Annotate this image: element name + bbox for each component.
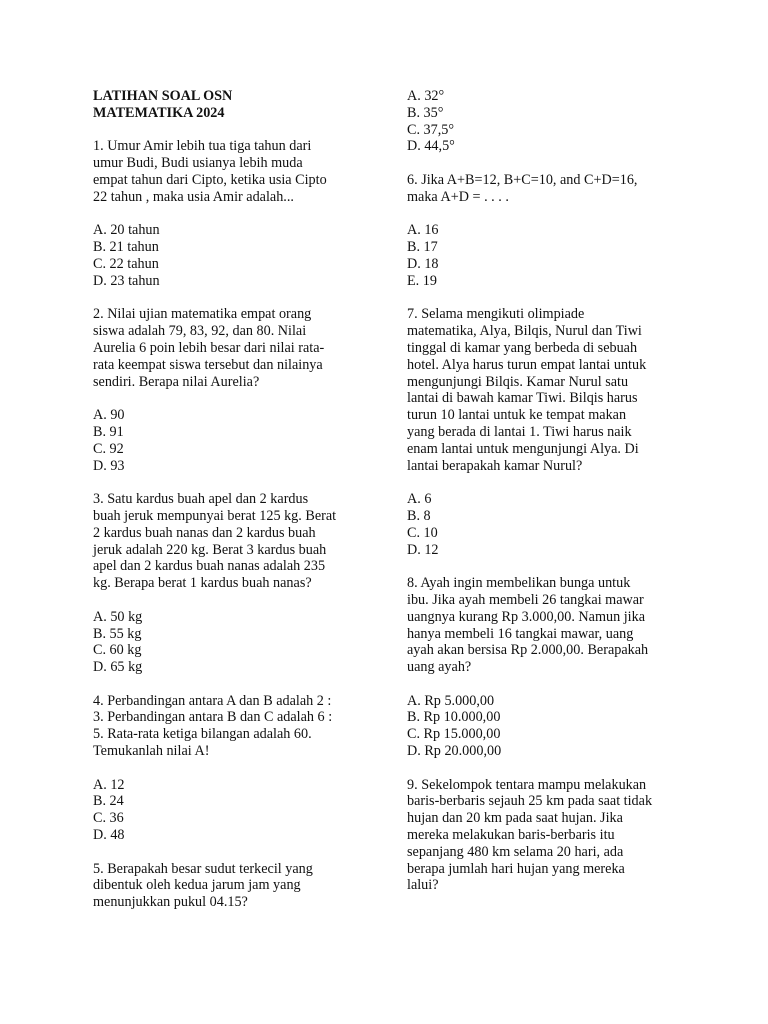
question-line: 5. Berapakah besar sudut terkecil yang <box>93 860 313 877</box>
answer-option: D. 12 <box>407 541 439 558</box>
question-text <box>93 138 378 205</box>
question-line: tinggal di kamar yang berbeda di sebuah <box>407 339 638 356</box>
document-title-line-2: MATEMATIKA 2024 <box>93 104 225 121</box>
answer-option: D. 44,5° <box>407 138 455 155</box>
question-line: umur Budi, Budi usianya lebih muda <box>93 155 303 172</box>
spacer <box>407 474 697 491</box>
answer-option: D. 65 kg <box>93 659 143 676</box>
spacer <box>93 290 378 307</box>
question-line: mengunjungi Bilqis. Kamar Nurul satu <box>407 373 629 390</box>
answer-option: C. 10 <box>407 524 438 541</box>
answer-option: A. 12 <box>93 776 125 793</box>
answer-option: D. 93 <box>93 457 125 474</box>
answer-option: B. Rp 10.000,00 <box>407 709 501 726</box>
answer-option: D. 18 <box>407 255 439 272</box>
answer-option: C. 36 <box>93 810 124 827</box>
answer-option: D. Rp 20.000,00 <box>407 743 502 760</box>
answer-option: A. 6 <box>407 491 432 508</box>
document-title-line-1: LATIHAN SOAL OSN <box>93 88 233 104</box>
answer-option: A. 90 <box>93 407 125 424</box>
question-line: 22 tahun , maka usia Amir adalah... <box>93 188 294 205</box>
question-line: 2. Nilai ujian matematika empat orang <box>93 306 312 323</box>
spacer <box>93 206 378 223</box>
answer-option: D. 48 <box>93 827 125 844</box>
question-line: hanya membeli 16 tangkai mawar, uang <box>407 625 634 642</box>
question-line: apel dan 2 kardus buah nanas adalah 235 <box>93 558 326 575</box>
answer-option: B. 91 <box>93 423 124 440</box>
answer-option: B. 55 kg <box>93 625 142 642</box>
question-line: berapa jumlah hari hujan yang mereka <box>407 860 625 877</box>
question-line: ibu. Jika ayah membeli 26 tangkai mawar <box>407 591 644 608</box>
answer-options <box>407 693 697 760</box>
spacer <box>93 474 378 491</box>
question-line: maka A+D = . . . . <box>407 188 509 205</box>
spacer <box>407 676 697 693</box>
question-line: Aurelia 6 poin lebih besar dari nilai rata- <box>93 339 325 356</box>
answer-options <box>407 222 697 289</box>
question-line: matematika, Alya, Bilqis, Nurul dan Tiwi <box>407 323 642 340</box>
question-line: dibentuk oleh kedua jarum jam yang <box>93 877 301 894</box>
spacer <box>407 206 697 223</box>
answer-option: A. Rp 5.000,00 <box>407 692 495 709</box>
question-line: hotel. Alya harus turun empat lantai untuk <box>407 356 647 373</box>
spacer <box>407 155 697 172</box>
answer-options <box>407 491 697 558</box>
question-text <box>93 693 378 760</box>
left-question-blocks <box>93 138 378 911</box>
question-line: ayah akan bersisa Rp 2.000,00. Berapakah <box>407 642 649 659</box>
right-question-blocks <box>407 88 697 894</box>
question-line: 8. Ayah ingin membelikan bunga untuk <box>407 575 631 592</box>
answer-option: B. 17 <box>407 239 438 256</box>
question-line: 3. Satu kardus buah apel dan 2 kardus <box>93 491 309 508</box>
answer-option: A. 20 tahun <box>93 222 160 239</box>
answer-option: B. 35° <box>407 104 444 121</box>
question-line: siswa adalah 79, 83, 92, dan 80. Nilai <box>93 323 307 340</box>
spacer <box>407 760 697 777</box>
spacer <box>93 676 378 693</box>
answer-option: A. 32° <box>407 88 445 104</box>
question-line: 2 kardus buah nanas dan 2 kardus buah <box>93 524 316 541</box>
question-line: uang ayah? <box>407 659 472 676</box>
question-line: menunjukkan pukul 04.15? <box>93 894 248 911</box>
question-line: sepanjang 480 km selama 20 hari, ada <box>407 843 624 860</box>
question-line: yang berada di lantai 1. Tiwi harus naik <box>407 423 632 440</box>
question-line: 9. Sekelompok tentara mampu melakukan <box>407 776 647 793</box>
question-line: sendiri. Berapa nilai Aurelia? <box>93 373 260 390</box>
question-line: enam lantai untuk mengunjungi Alya. Di <box>407 440 639 457</box>
question-text <box>93 861 378 911</box>
answer-options <box>93 777 378 844</box>
answer-option: E. 19 <box>407 272 437 289</box>
question-line: 7. Selama mengikuti olimpiade <box>407 306 585 323</box>
question-line: hujan dan 20 km pada saat hujan. Jika <box>407 810 623 827</box>
spacer <box>93 390 378 407</box>
answer-option: B. 24 <box>93 793 124 810</box>
question-line: 5. Rata-rata ketiga bilangan adalah 60. <box>93 726 312 743</box>
question-line: rata keempat siswa tersebut dan nilainya <box>93 356 323 373</box>
question-line: turun 10 lantai untuk ke tempat makan <box>407 407 627 424</box>
question-line: mereka melakukan baris-berbaris itu <box>407 827 615 844</box>
question-line: lantai berapakah kamar Nurul? <box>407 457 583 474</box>
answer-option: C. 92 <box>93 440 124 457</box>
spacer <box>93 122 378 139</box>
answer-option: C. Rp 15.000,00 <box>407 726 501 743</box>
answer-option: A. 16 <box>407 222 439 239</box>
answer-options <box>93 609 378 676</box>
spacer <box>407 558 697 575</box>
question-text <box>407 777 697 895</box>
question-text <box>407 575 697 676</box>
right-column <box>407 88 697 894</box>
question-line: kg. Berapa berat 1 kardus buah nanas? <box>93 575 312 592</box>
question-line: Temukanlah nilai A! <box>93 743 210 760</box>
question-line: buah jeruk mempunyai berat 125 kg. Berat <box>93 507 337 524</box>
question-line: 1. Umur Amir lebih tua tiga tahun dari <box>93 138 312 155</box>
spacer <box>93 844 378 861</box>
question-text <box>407 172 697 206</box>
answer-option: D. 23 tahun <box>93 272 160 289</box>
answer-option: C. 22 tahun <box>93 255 159 272</box>
answer-option: A. 50 kg <box>93 608 143 625</box>
question-text <box>407 306 697 474</box>
question-line: 4. Perbandingan antara A dan B adalah 2 : <box>93 692 332 709</box>
spacer <box>93 760 378 777</box>
question-line: uangnya kurang Rp 3.000,00. Namun jika <box>407 608 645 625</box>
answer-option: C. 37,5° <box>407 121 455 138</box>
question-text <box>93 306 378 390</box>
question-line: baris-berbaris sejauh 25 km pada saat tidak <box>407 793 653 810</box>
spacer <box>407 290 697 307</box>
answer-options <box>93 222 378 289</box>
question-line: 3. Perbandingan antara B dan C adalah 6 : <box>93 709 333 726</box>
answer-option: C. 60 kg <box>93 642 142 659</box>
answer-options <box>407 88 697 155</box>
answer-option: B. 8 <box>407 507 431 524</box>
question-line: jeruk adalah 220 kg. Berat 3 kardus buah <box>93 541 327 558</box>
question-line: 6. Jika A+B=12, B+C=10, and C+D=16, <box>407 171 638 188</box>
question-line: lantai di bawah kamar Tiwi. Bilqis harus <box>407 390 638 407</box>
question-text <box>93 491 378 592</box>
spacer <box>93 592 378 609</box>
left-column <box>93 88 378 911</box>
answer-options <box>93 407 378 474</box>
answer-option: B. 21 tahun <box>93 239 159 256</box>
question-line: lalui? <box>407 877 439 894</box>
question-line: empat tahun dari Cipto, ketika usia Cipto <box>93 171 327 188</box>
